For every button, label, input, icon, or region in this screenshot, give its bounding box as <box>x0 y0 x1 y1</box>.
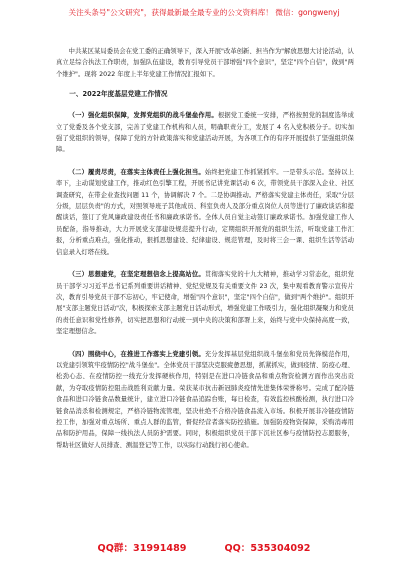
section-heading: 一、2022年度基层党建工作情况 <box>69 90 168 99</box>
footer-contact <box>0 540 408 554</box>
paragraph-2 <box>56 167 354 258</box>
footer-qq: QQ：535304092 <box>224 543 311 554</box>
paragraph-1 <box>56 110 354 156</box>
banner-promo-text: 关注头条号"公文研究"，获得最新最全最专业的公文资料库！ 微信：gongwenyj <box>68 8 340 17</box>
footer-qq-group: QQ群：31991489 <box>97 543 187 554</box>
paragraph-3-text: 贯彻落实党的十九大精神，推动学习常态化，组织党员干部学习习近平总书记系列重要讲话精神、党纪党规及有关重要文件 23 次，集中观看教育警示宣传片次，教育引导党员干部不忘初心，牢记使命，增强"四个意识"，坚定"四个自信"，做到"两个维护"。组织开展"支部主题党日活动"次，积极探索支部主题党日活动形式，增强党建工作吸引力，强化组织凝聚力和党员的责任意识和党性修养，切实把思想和行动统一到中央的决策和部署上来，始终与党中央保持高度一致，坚定理想信念。 <box>56 271 354 336</box>
paragraph-1-text: 根据党工委统一安排，严格按照党的制度选举成立了党委及各个党支部，完善了党建工作机构和人员，明确职责分工，发展了 4 名入党积极分子。切实加强了党组织的领导，保障了党的方针政策落实和党建活动开展，为各项工作的有序开展提供了坚强组织保障。 <box>56 112 354 154</box>
paragraph-3 <box>56 269 354 337</box>
paragraph-3-lead: （三）思想建党，在坚定理想信念上提高站位。 <box>68 271 205 279</box>
paragraph-4 <box>56 349 354 452</box>
paragraph-1-lead: （一）强化组织保障，发挥党组织的战斗堡垒作用。 <box>68 112 218 120</box>
intro-paragraph: 中共某区某局委员会在党工委的正确领导下，深入开展"改革创新、担当作为"解放思想大讨论活动，认真立足综合执法工作职责，加强队伍建设，教育引导党员干部增强"四个意识"，坚定"四个自信"，做到"两个维护"。现将 2022 年度上半年党建工作情况汇报如下。 <box>56 48 354 78</box>
paragraph-4-text: 充分发挥基层党组织战斗堡垒和党员先锋模范作用，以党建引领筑牢疫情防控"战斗堡垒"。全体党员干部坚决克服疲惫思想，抓紧抓实，做到疫情、防疫心理、松劲心态、在疫情防控一线充分发挥硬核作用，特别是在进口冷链食品和重点物资检测方面作出突出贡献，为夺取疫情防控阻击战胜利贡献力量。荣获某市抗击新冠肺炎疫情先进集体荣誉称号。完成了配冷链食品和进口冷链食品数量统计，建立进口冷链食品追踪台账，每日检查，有效监控核酸检测，执行进口冷链食品消杀和检测规定，严格冷链物流管理，坚决杜绝不合格冷链食品流入市场。积极开展非冷链疫情防控工作，加强对重点场所、重点人群的监管，督促经营者落实防控措施。加强防疫物资保障，采购消毒用品和防护用品，保障一线执法人员防护需要。同时，积极组织党员干部下沉社区参与疫情防控志愿服务，帮助社区做好人员排查、测温登记等工作，以实际行动践行初心使命。 <box>56 350 354 449</box>
document-body <box>56 46 354 451</box>
paragraph-4-lead: （四）围绕中心，在推进工作落实上党建引领。 <box>68 350 205 358</box>
header-banner <box>0 8 408 18</box>
paragraph-2-lead: （二）履责尽责，在落实主体责任上强化担当。 <box>68 168 205 176</box>
paragraph-2-text: 始终把党建工作抓紧抓牢。一是带头示范。坚持以上率下，主动谋划党建工作，推动红色引擎工程，开展书记讲党课活动 6 次，带领党员干部深入企业、社区调查研究，在带企业查找问题 11 个，协调解决 7 个。二是协调推动。严格落实党建主体责任，采取"分层分级，层层负责"的方式，对照领导班子其他成员、科室负责人及部分重点岗位人员等进行了廉政谈话和提醒谈话，签订了党风廉政建设责任书和廉政承诺书。全体人员自觉主动签订廉政承诺书。加强党建工作人员配备，指导推动，大力开展党支部建设规范提升行动，定期组织开展党的组织生活，听取党建工作汇报，分析重点难点，强化推动，狠抓思想建设、纪律建设、规范管理，及时将三会一课、组织生活等活动信息录入灯塔在线。 <box>56 168 354 256</box>
